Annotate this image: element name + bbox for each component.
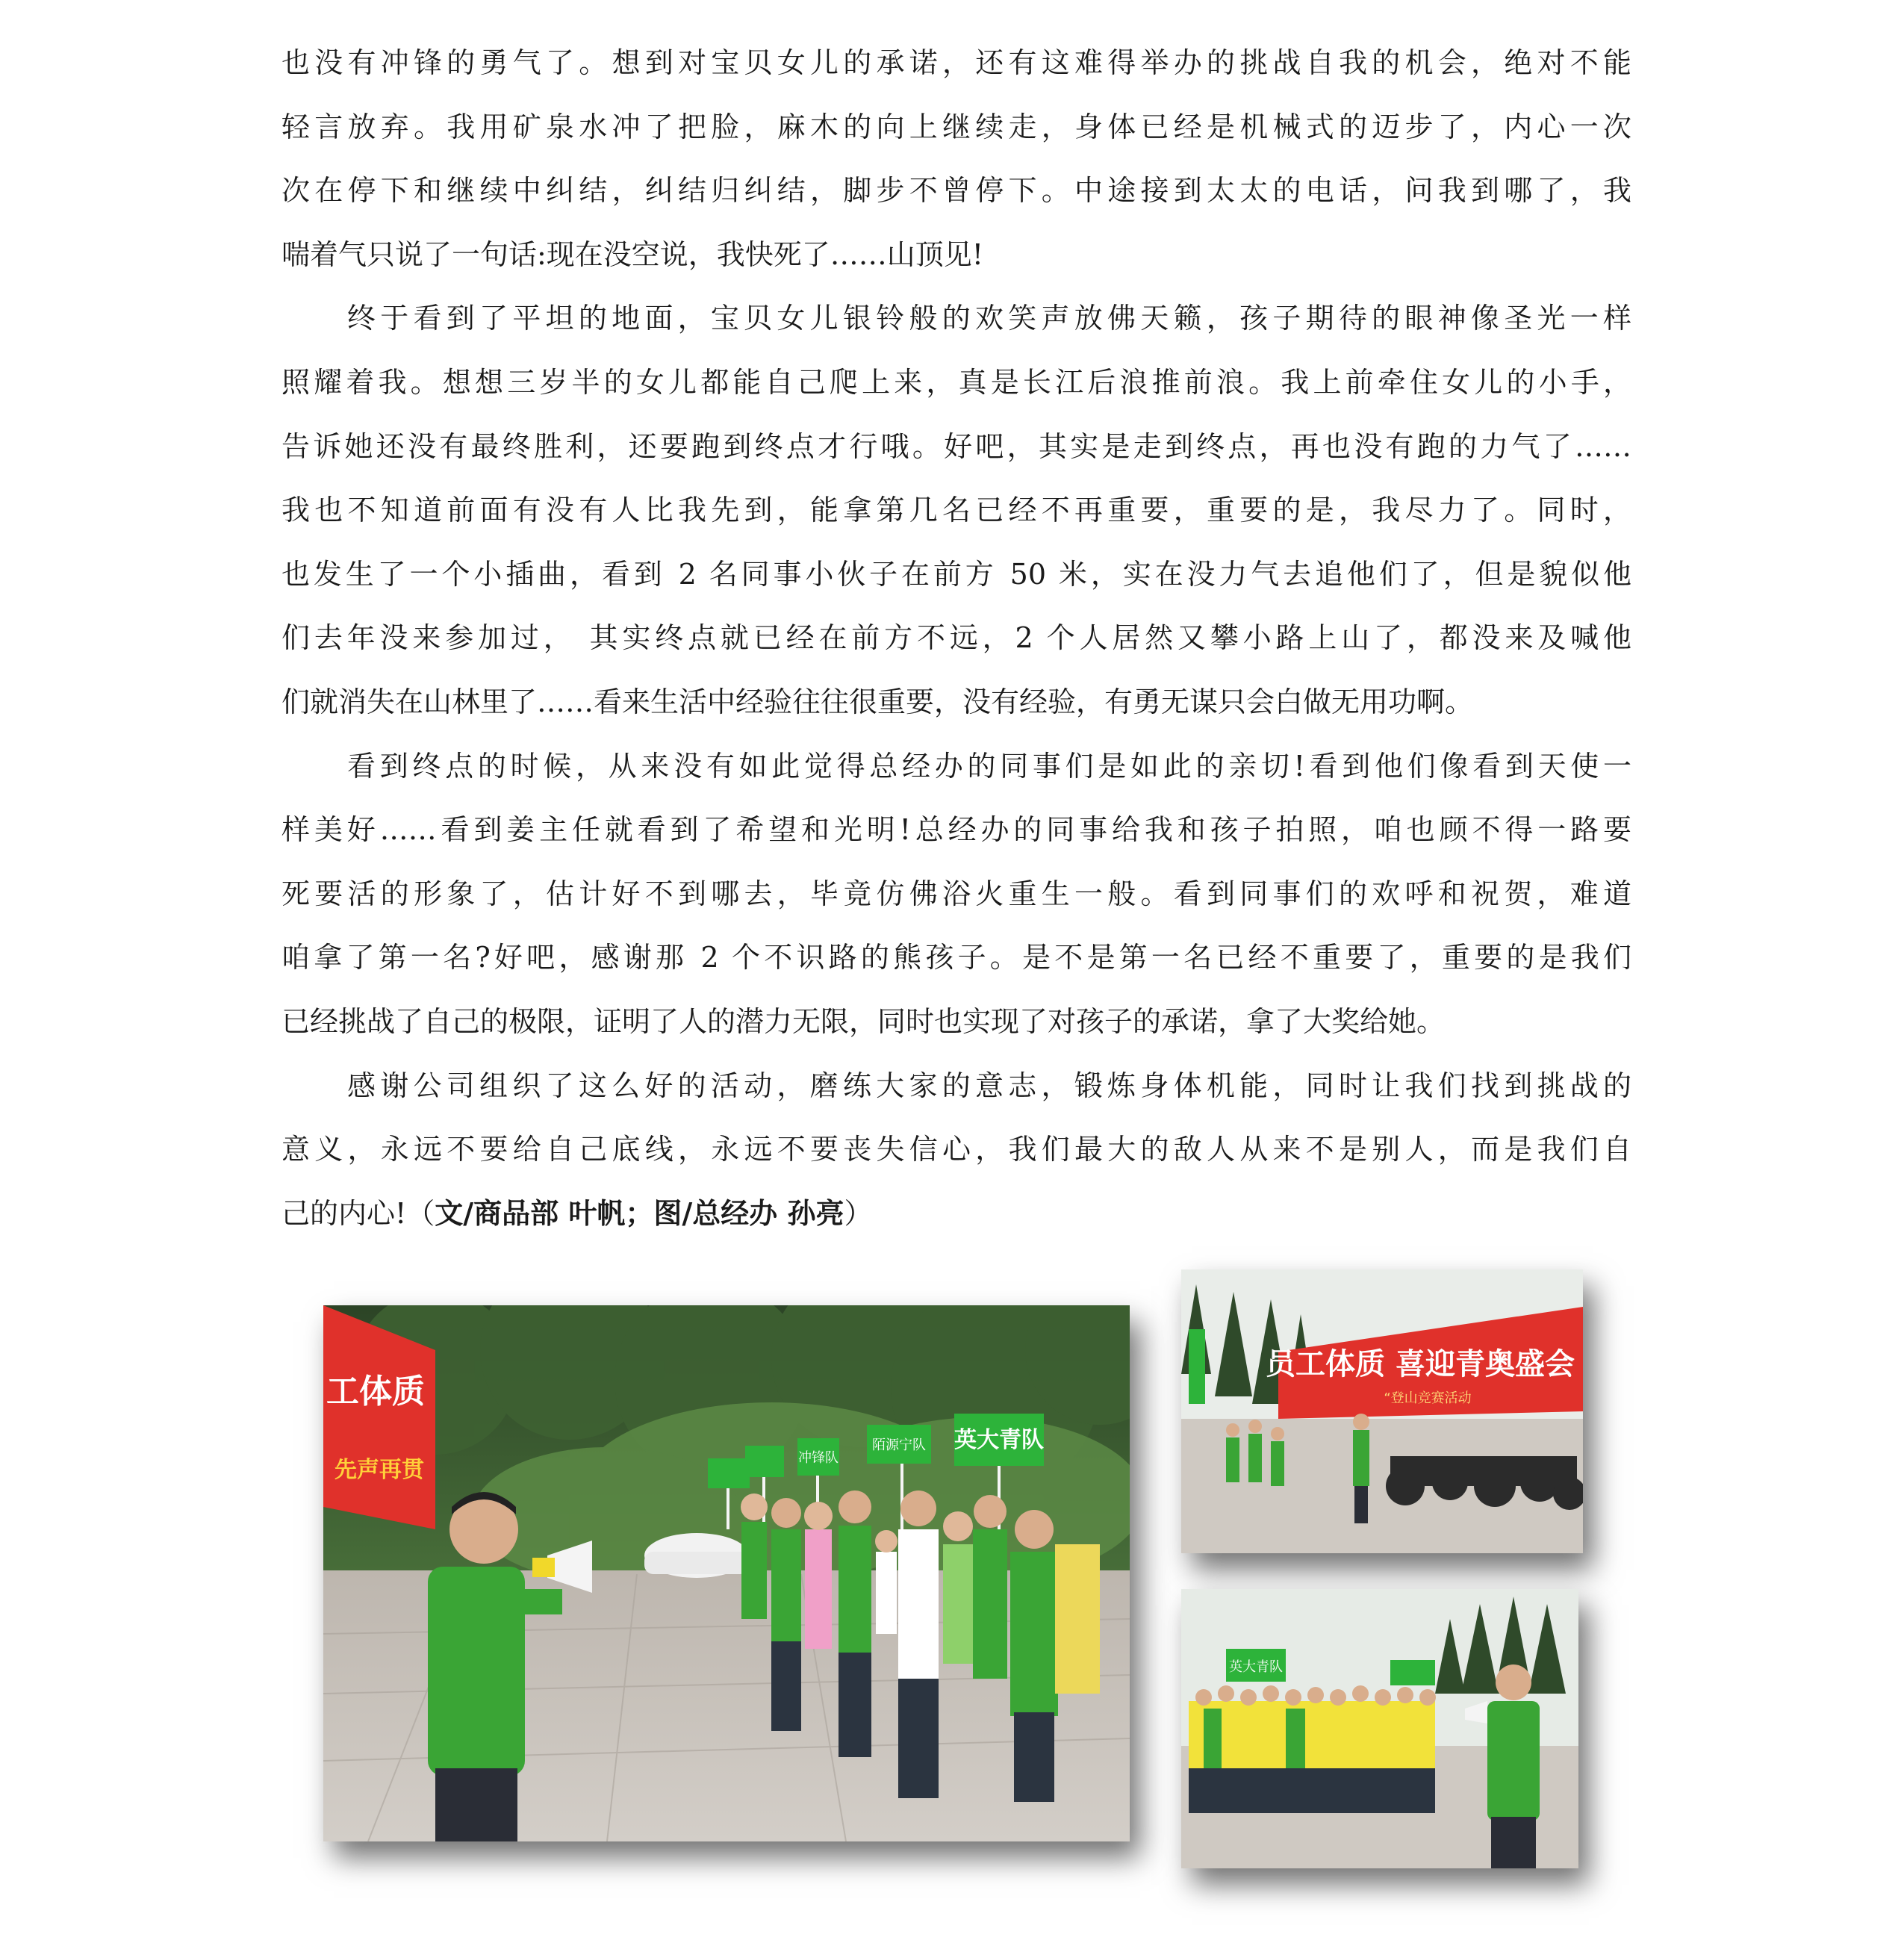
sign-label: 陌源宁队: [872, 1437, 926, 1453]
text-line: 样美好……看到姜主任就看到了希望和光明!总经办的同事给我和孩子拍照，咱也顾不得一路要: [281, 813, 1631, 847]
svg-text:先声再贯: 先声再贯: [335, 1457, 424, 1483]
text-line: 喘着气只说了一句话:现在没空说，我快死了……山顶见!: [281, 237, 984, 271]
photo-rally-megaphone: [323, 1305, 1130, 1841]
photo-crowd-yellow-image: [1181, 1589, 1578, 1868]
text-line: 也没有冲锋的勇气了。想到对宝贝女儿的承诺，还有这难得举办的挑战自我的机会，绝对不能: [281, 46, 1631, 79]
text-line: 次在停下和继续中纠结，纠结归纠结，脚步不曾停下。中途接到太太的电话，问我到哪了，我: [281, 174, 1631, 208]
photo-rally-megaphone-image: [323, 1305, 1130, 1841]
banner-subtext: “登山竞赛活动: [1384, 1390, 1472, 1406]
text-line: 照耀着我。想想三岁半的女儿都能自己爬上来，真是长江后浪推前浪。我上前牵住女儿的小手，: [281, 365, 1631, 399]
paragraph-3: [281, 735, 1631, 1054]
photo-crowd-yellow: [1181, 1589, 1578, 1868]
paragraph-2: [281, 287, 1631, 734]
sign-label: 英大青队: [1229, 1659, 1283, 1675]
text-line: 意义，永远不要给自己底线，永远不要丧失信心，我们最大的敌人从来不是别人，而是我们自: [281, 1133, 1631, 1166]
text-line: 告诉她还没有最终胜利，还要跑到终点才行哦。好吧，其实是走到终点，再也没有跑的力气了……: [281, 429, 1631, 463]
text-line: 终于看到了平坦的地面，宝贝女儿银铃般的欢笑声放佛天籁，孩子期待的眼神像圣光一样: [347, 302, 1631, 335]
photo-banner-bikes: [1181, 1269, 1583, 1553]
text-line: 感谢公司组织了这么好的活动，磨练大家的意志，锻炼身体机能，同时让我们找到挑战的: [347, 1069, 1631, 1102]
sign-label: 冲锋队: [798, 1450, 839, 1466]
text-line: 已经挑战了自己的极限，证明了人的潜力无限，同时也实现了对孩子的承诺，拿了大奖给她。: [281, 1004, 1446, 1038]
banner-text: 员工体质 喜迎青奥盛会: [1266, 1347, 1575, 1381]
text-line: 看到终点的时候，从来没有如此觉得总经办的同事们是如此的亲切!看到他们像看到天使一: [347, 749, 1631, 783]
text-line: 咱拿了第一名?好吧，感谢那 2 个不识路的熊孩子。是不是第一名已经不重要了，重要的是我们: [281, 941, 1631, 974]
text-line: 也发生了一个小插曲，看到 2 名同事小伙子在前方 50 米，实在没力气去追他们了，但是貌似他: [281, 557, 1631, 591]
text-line: 己的内心!（: [281, 1196, 435, 1230]
paragraph-4: [281, 1054, 1631, 1246]
paragraph-1: [281, 31, 1631, 287]
photo-credit: 文/商品部 叶帆；图/总经办 孙亮: [435, 1196, 844, 1230]
sign-label: 英大青队: [954, 1427, 1044, 1453]
text-line: 我也不知道前面有没有人比我先到，能拿第几名已经不再重要，重要的是，我尽力了。同时，: [281, 494, 1631, 527]
text-line: 轻言放弃。我用矿泉水冲了把脸，麻木的向上继续走，身体已经是机械式的迈步了，内心一次: [281, 110, 1631, 143]
text-line: 们就消失在山林里了……看来生活中经验往往很重要，没有经验，有勇无谋只会白做无用功啊。: [281, 685, 1474, 718]
closing-paren: ）: [844, 1196, 873, 1230]
text-line: 们去年没来参加过， 其实终点就已经在前方不远，2 个人居然又攀小路上山了，都没来及喊他: [281, 621, 1631, 655]
text-line-with-credit: [281, 1182, 1631, 1246]
photo-banner-bikes-image: [1181, 1269, 1583, 1553]
banner-text: 工体质: [326, 1373, 425, 1411]
text-line: 死要活的形象了，估计好不到哪去，毕竟仿佛浴火重生一般。看到同事们的欢呼和祝贺，难道: [281, 877, 1631, 910]
article-body: [281, 31, 1631, 1246]
